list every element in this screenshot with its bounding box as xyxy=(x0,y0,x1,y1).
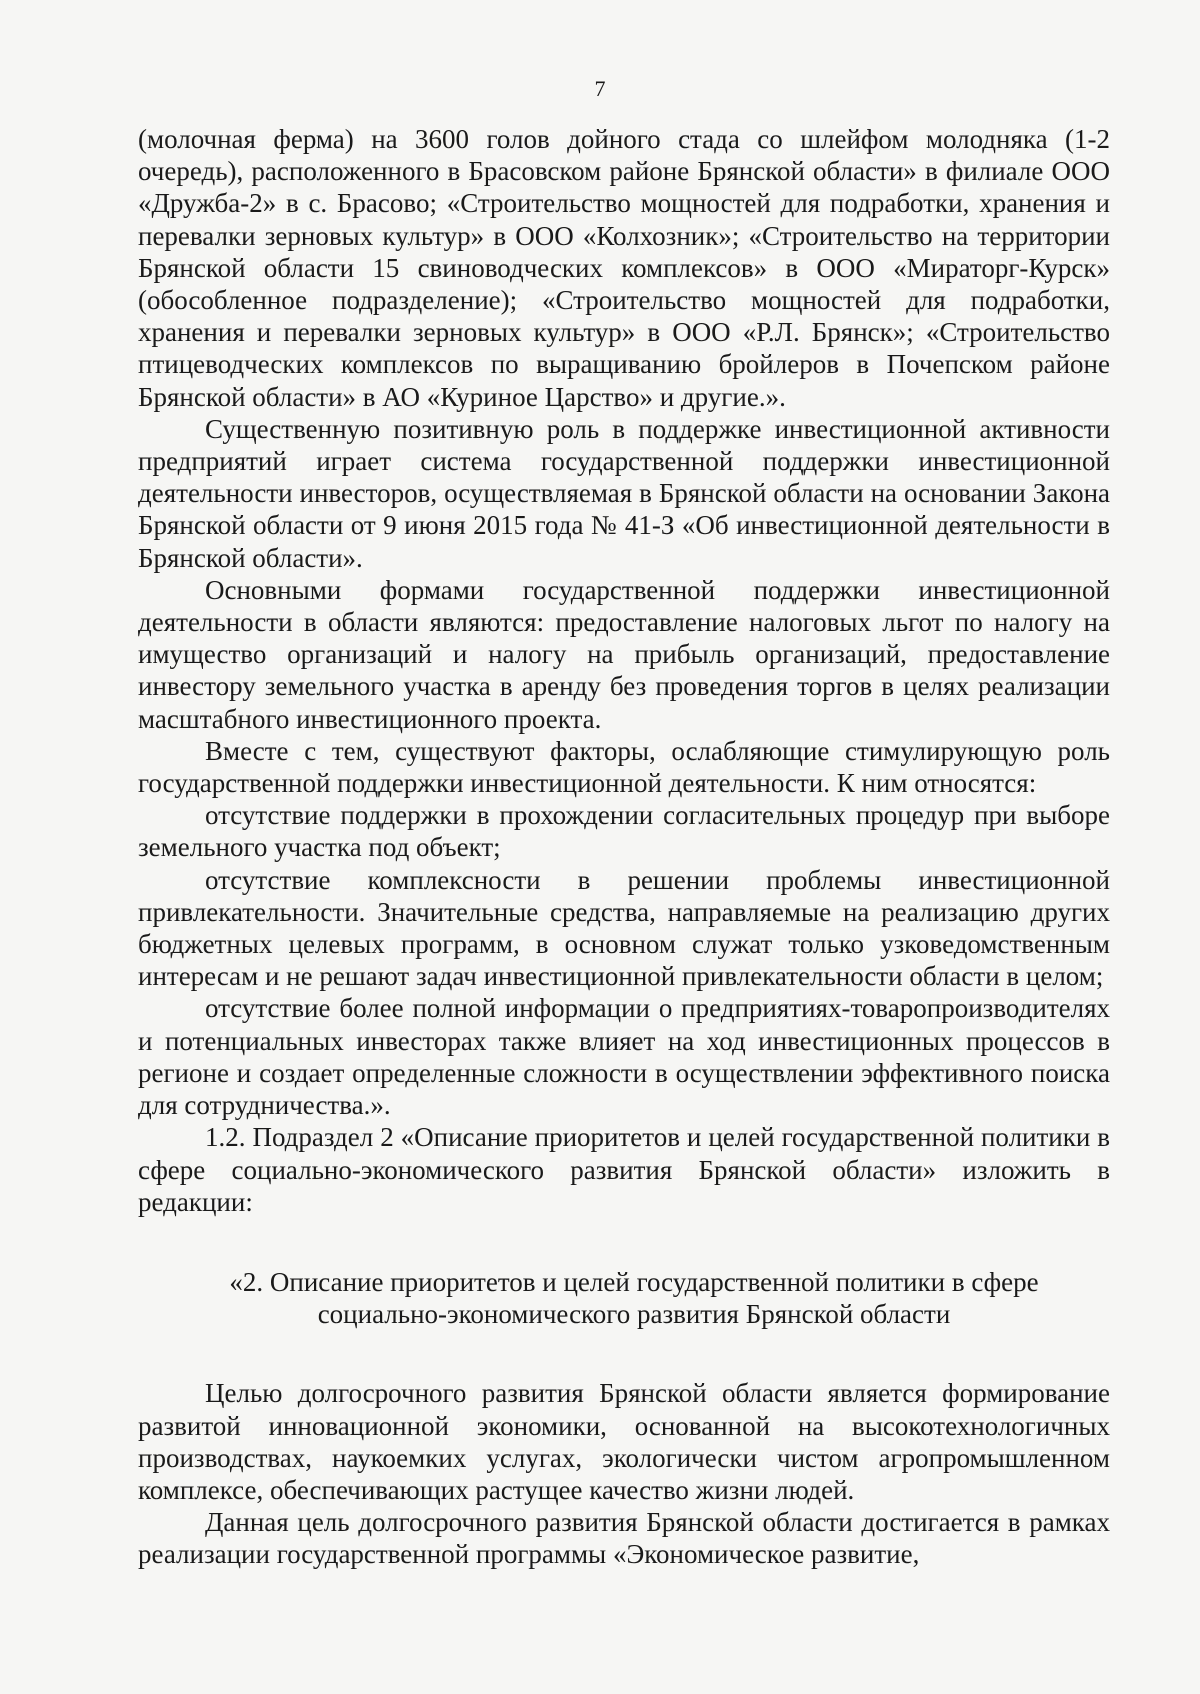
page-number: 7 xyxy=(594,76,606,101)
section-heading-line: «2. Описание приоритетов и целей государственной политики в сфере xyxy=(229,1266,1039,1297)
document-body xyxy=(138,123,1110,1571)
bottom-paragraphs xyxy=(138,1377,1110,1570)
paragraph: Вместе с тем, существуют факторы, ослабляющие стимулирующую роль государственной поддержки инвестиционной деятельности. К ним относятся: xyxy=(138,735,1110,799)
paragraph: отсутствие более полной информации о предприятиях-товаропроизводителях и потенциальных инвесторах также влияет на ход инвестиционных процессов в регионе и создает определенные сложности в осуществлении эффективного поиска для сотрудничества.». xyxy=(138,993,1110,1121)
paragraph: Целью долгосрочного развития Брянской области является формирование развитой инновационной экономики, основанной на высокотехнологичных производствах, наукоемких услугах, экологически чистом агропромышленном комплексе, обеспечивающих растущее качество жизни людей. xyxy=(138,1378,1110,1505)
paragraph: Основными формами государственной поддержки инвестиционной деятельности в области являются: предоставление налоговых льгот по налогу на имущество организаций и налогу на прибыль организаций, предоставление инвестору земельного участка в аренду без проведения торгов в целях реализации масштабного инвестиционного проекта. xyxy=(138,574,1110,734)
paragraph: отсутствие комплексности в решении проблемы инвестиционной привлекательности. Значительные средства, направляемые на реализацию других бюджетных целевых программ, в основном служат только узковедомственным интересам и не решают задач инвестиционной привлекательности области в целом; xyxy=(138,864,1110,992)
section-heading xyxy=(138,1266,1110,1330)
section-heading-line: социально-экономического развития Брянской области xyxy=(317,1299,951,1330)
paragraph: Существенную позитивную роль в поддержке инвестиционной активности предприятий играет система государственной поддержки инвестиционной деятельности инвесторов, осуществляемая в Брянской области на основании Закона Брянской области от 9 июня 2015 года № 41-З «Об инвестиционной деятельности в Брянской области». xyxy=(138,413,1110,573)
top-paragraphs xyxy=(138,123,1110,1218)
paragraph: 1.2. Подраздел 2 «Описание приоритетов и целей государственной политики в сфере социально-экономического развития Брянской области» изложить в редакции: xyxy=(138,1122,1110,1217)
paragraph: Данная цель долгосрочного развития Брянской области достигается в рамках реализации государственной программы «Экономическое развитие, xyxy=(138,1507,1110,1570)
paragraph: отсутствие поддержки в прохождении согласительных процедур при выборе земельного участка под объект; xyxy=(138,800,1110,863)
paragraph: (молочная ферма) на 3600 голов дойного стада со шлейфом молодняка (1-2 очередь), расположенного в Брасовском районе Брянской области» в филиале ООО «Дружба-2» в с. Брасово; «Строительство мощностей для подработки, хранения и перевалки зерновых культур» в ООО «Колхозник»; «Строительство на территории Брянской области 15 свиноводческих комплексов» в ООО «Мираторг-Курск» (обособленное подразделение); «Строительство мощностей для подработки, хранения и перевалки зерновых культур» в ООО «Р.Л. Брянск»; «Строительство птицеводческих комплексов по выращиванию бройлеров в Почепском районе Брянской области» в АО «Куриное Царство» и другие.». xyxy=(138,124,1110,412)
